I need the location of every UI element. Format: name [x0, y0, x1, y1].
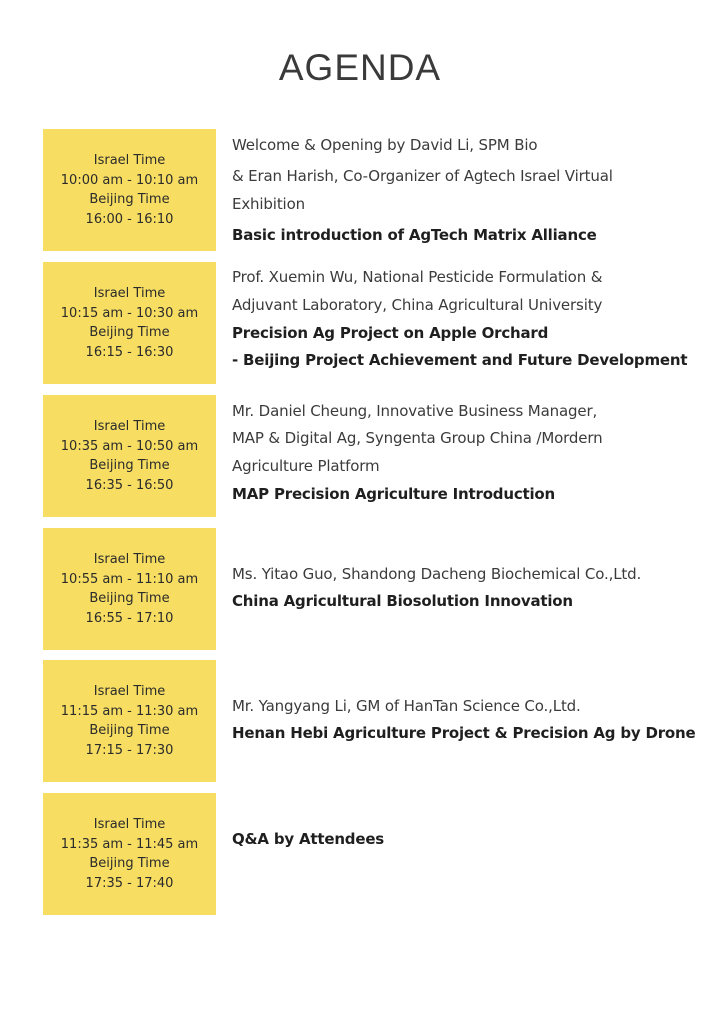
time-box — [43, 395, 216, 517]
session-topic: Q&A by Attendees — [232, 830, 385, 848]
time-box — [43, 129, 216, 251]
israel-time-label: Israel Time — [93, 552, 166, 567]
beijing-time-range: 16:55 - 17:10 — [85, 610, 174, 626]
time-box — [43, 528, 216, 650]
speaker-line: Mr. Daniel Cheung, Innovative Business Manager, — [232, 402, 598, 420]
session-details — [232, 528, 702, 650]
agenda-session — [43, 660, 696, 782]
session-topic: - Beijing Project Achievement and Future Development — [232, 351, 688, 369]
beijing-time-label: Beijing Time — [89, 325, 170, 340]
speaker-line: Adjuvant Laboratory, China Agricultural University — [232, 296, 603, 314]
session-topic: Basic introduction of AgTech Matrix Alliance — [232, 226, 597, 244]
israel-time-range: 10:35 am - 10:50 am — [60, 438, 199, 454]
israel-time-label: Israel Time — [93, 684, 166, 699]
beijing-time-range: 17:15 - 17:30 — [85, 742, 174, 758]
beijing-time-label: Beijing Time — [89, 458, 170, 473]
speaker-line: & Eran Harish, Co-Organizer of Agtech Israel Virtual — [232, 167, 613, 185]
time-box — [43, 660, 216, 782]
session-details — [232, 262, 702, 384]
time-box — [43, 262, 216, 384]
beijing-time-label: Beijing Time — [89, 856, 170, 871]
agenda-session — [43, 395, 693, 517]
beijing-time-label: Beijing Time — [89, 723, 170, 738]
beijing-time-range: 16:15 - 16:30 — [85, 344, 174, 360]
session-topic: Precision Ag Project on Apple Orchard — [232, 324, 549, 342]
session-details — [232, 129, 702, 251]
beijing-time-label: Beijing Time — [89, 192, 170, 207]
speaker-line: Welcome & Opening by David Li, SPM Bio — [232, 136, 538, 154]
beijing-time-range: 16:00 - 16:10 — [85, 211, 174, 227]
israel-time-range: 10:15 am - 10:30 am — [60, 305, 199, 321]
agenda-session — [43, 528, 693, 650]
speaker-line: Agriculture Platform — [232, 457, 380, 475]
israel-time-label: Israel Time — [93, 817, 166, 832]
israel-time-label: Israel Time — [93, 153, 166, 168]
speaker-line: MAP & Digital Ag, Syngenta Group China /Mordern — [232, 429, 603, 447]
speaker-line: Prof. Xuemin Wu, National Pesticide Formulation & — [232, 268, 603, 286]
agenda-session — [43, 793, 693, 915]
session-details — [232, 793, 702, 915]
session-details — [232, 395, 702, 517]
page-title: AGENDA — [278, 47, 442, 88]
israel-time-label: Israel Time — [93, 419, 166, 434]
israel-time-range: 10:00 am - 10:10 am — [60, 172, 199, 188]
session-topic: Henan Hebi Agriculture Project & Precision Ag by Drone — [232, 724, 696, 742]
israel-time-range: 10:55 am - 11:10 am — [60, 571, 199, 587]
beijing-time-range: 16:35 - 16:50 — [85, 477, 174, 493]
speaker-line: Ms. Yitao Guo, Shandong Dacheng Biochemical Co.,Ltd. — [232, 565, 642, 583]
speaker-line: Exhibition — [232, 195, 305, 213]
israel-time-range: 11:35 am - 11:45 am — [60, 836, 199, 852]
beijing-time-label: Beijing Time — [89, 591, 170, 606]
agenda-session — [43, 129, 693, 251]
israel-time-range: 11:15 am - 11:30 am — [60, 703, 199, 719]
israel-time-label: Israel Time — [93, 286, 166, 301]
session-topic: MAP Precision Agriculture Introduction — [232, 485, 556, 503]
time-box — [43, 793, 216, 915]
speaker-line: Mr. Yangyang Li, GM of HanTan Science Co.,Ltd. — [232, 697, 581, 715]
session-details — [232, 660, 702, 782]
session-topic: China Agricultural Biosolution Innovation — [232, 592, 573, 610]
beijing-time-range: 17:35 - 17:40 — [85, 875, 174, 891]
agenda-session — [43, 262, 693, 384]
